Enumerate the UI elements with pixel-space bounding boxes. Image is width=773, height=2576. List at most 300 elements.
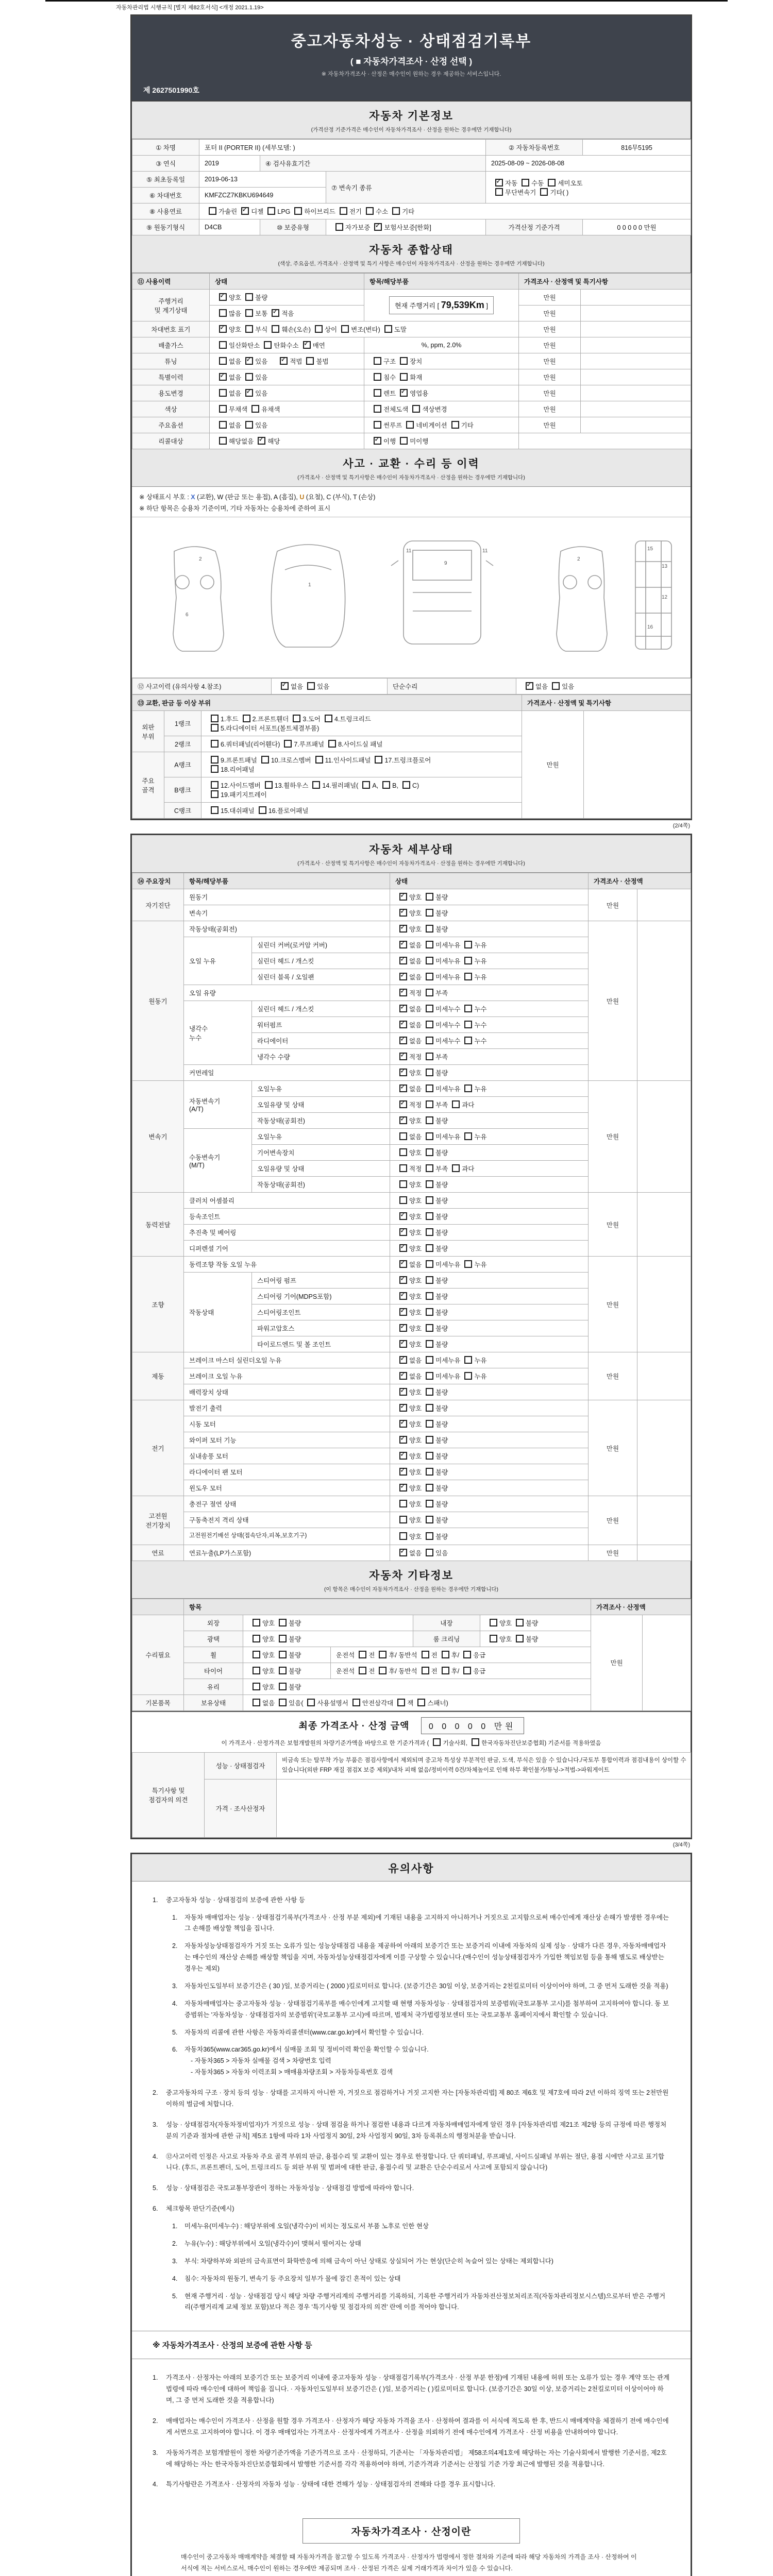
- table-cell: 동력전달: [132, 1193, 184, 1257]
- table-cell: 용도변경: [132, 385, 210, 401]
- checkbox-icon: [464, 1005, 472, 1012]
- checkbox-icon: [464, 1260, 472, 1268]
- final-price-value: 0 0 0 0 0 만원: [421, 1717, 524, 1734]
- checkbox-icon: [264, 341, 272, 349]
- check-option: 자가보증: [331, 224, 370, 231]
- check-option: 스패너: [413, 1700, 446, 1707]
- check-option: 누수: [460, 1006, 486, 1013]
- checkbox-icon: [426, 1100, 433, 1108]
- table-cell: 커먼레일: [184, 1065, 390, 1081]
- check-option: 응급: [459, 1652, 485, 1659]
- checkbox-icon: [374, 405, 381, 413]
- check-option: 1.후드: [207, 716, 239, 723]
- check-option: 후: [438, 1652, 458, 1659]
- detail-state-table: [132, 873, 691, 1561]
- check-option: ✓ 양호: [395, 1309, 422, 1316]
- check-option: 불량: [422, 926, 448, 933]
- table-cell: 실린더 헤드 / 개스킷: [252, 1001, 390, 1017]
- check-option: 잭: [393, 1700, 413, 1707]
- check-option: 불량: [422, 1245, 448, 1252]
- checkbox-icon: [399, 1228, 407, 1236]
- table-cell: 유리: [184, 1679, 243, 1694]
- option-text: (: [301, 1699, 304, 1707]
- check-option: 썬루프: [369, 422, 402, 429]
- table-cell: [390, 1320, 589, 1336]
- checkbox-icon: [219, 405, 227, 413]
- checkbox-icon: [399, 1069, 407, 1076]
- option-text: (: [356, 782, 359, 789]
- checkbox-icon: [399, 909, 407, 917]
- checkbox-icon: [279, 1683, 287, 1690]
- checkbox-icon: [472, 1738, 479, 1746]
- checkbox-icon: [307, 682, 315, 690]
- checkbox-icon: [399, 973, 407, 980]
- data-table: [132, 139, 691, 235]
- table-cell: 광택: [184, 1631, 243, 1647]
- notice-subitem: 3. 자동차인도일부터 보증기간은 ( 30 )일, 보증거리는 ( 2000 )킬로미터로 합니다. (보증기간은 30일 이상, 보증거리는 2천킬로미터 이상이어야 하며, 그 중 먼저 도래한 것을 적용): [172, 1982, 668, 1990]
- table-cell: [637, 1352, 691, 1400]
- diagram-number: 12: [662, 595, 668, 600]
- check-option: 수동: [517, 180, 544, 187]
- check-option: 미세누유: [422, 1357, 460, 1364]
- table-cell: 특기사항 및 점검자의 의견: [132, 1752, 205, 1837]
- check-option: 기술사회,: [429, 1740, 467, 1747]
- check-option: 전체도색: [369, 406, 408, 413]
- table-cell: 튜닝: [132, 353, 210, 369]
- check-option: 불량: [275, 1684, 301, 1691]
- regulation-note: 자동차관리법 시행규칙 [별지 제82호서식] <개정 2021.1.19>: [116, 5, 264, 11]
- check-option: ✓ 양호: [395, 1485, 422, 1492]
- checkbox-icon: [211, 724, 219, 732]
- checkbox-icon: [399, 1340, 407, 1348]
- table-cell: [390, 953, 589, 969]
- table-cell: 등속조인트: [184, 1209, 390, 1225]
- table-cell: 타이로드엔드 및 볼 조인트: [252, 1336, 390, 1352]
- table-cell: 만원: [519, 369, 581, 385]
- table-cell: 만원: [589, 1352, 637, 1400]
- check-option: 전: [355, 1668, 375, 1675]
- checkbox-icon: [399, 1037, 407, 1044]
- check-option: 양호: [395, 1149, 422, 1157]
- check-option: 미세누유: [422, 1373, 460, 1380]
- table-cell: 워터펌프: [252, 1017, 390, 1033]
- table-cell: [390, 1464, 589, 1480]
- checkbox-icon: [219, 373, 227, 381]
- section-notice-header: [132, 1854, 691, 1882]
- diagram-number: 1: [308, 582, 311, 588]
- checkbox-icon: [417, 1699, 425, 1706]
- checkbox-icon: [379, 1667, 386, 1674]
- checkbox-icon: [426, 989, 433, 996]
- check-option: 무채색: [215, 406, 247, 413]
- checkbox-icon: [463, 1667, 471, 1674]
- table-cell: 만원: [522, 711, 584, 819]
- overall-state-table: [132, 273, 691, 449]
- table-cell: 만원: [589, 1257, 637, 1352]
- table-cell: [210, 417, 364, 433]
- checkbox-icon: [219, 293, 227, 301]
- section-note: (가격조사 · 산정액 및 특기사항은 매수인이 자동차가격조사 · 산정을 원하는 경우에만 기재합니다): [297, 474, 525, 481]
- option-text: [한화]: [415, 224, 431, 231]
- table-cell: 만원: [589, 1081, 637, 1193]
- checkbox-icon: [426, 1132, 433, 1140]
- table-cell: 수동변속기 (M/T): [184, 1129, 252, 1193]
- table-cell: [201, 777, 522, 803]
- table-cell: 가격조사 · 산정액: [591, 1599, 691, 1615]
- diagram-number: 11: [406, 548, 412, 554]
- checkbox-icon: [399, 1260, 407, 1268]
- checkbox-icon: [219, 325, 227, 333]
- checkbox-icon: [399, 1436, 407, 1444]
- check-option: ✓ 없음: [395, 1022, 422, 1029]
- table-cell: 배출가스: [132, 337, 210, 353]
- table-cell: 오일 유량: [184, 985, 390, 1001]
- document-header: [132, 16, 691, 101]
- check-option: 불량: [241, 294, 267, 301]
- table-cell: [390, 1545, 589, 1561]
- checkbox-icon: [399, 1372, 407, 1380]
- table-cell: [243, 1647, 331, 1663]
- checkbox-icon: [211, 806, 219, 814]
- checkbox-icon: [279, 1619, 287, 1626]
- checkbox-icon: [245, 373, 253, 381]
- checkbox-icon: [426, 1244, 433, 1252]
- checkbox-icon: [399, 1180, 407, 1188]
- checkbox-icon: [426, 1532, 433, 1540]
- table-cell: [390, 1336, 589, 1352]
- checkbox-icon: [433, 1738, 441, 1746]
- table-cell: 윈도우 모터: [184, 1480, 390, 1496]
- check-option: ✓ 양호: [395, 1293, 422, 1300]
- data-table: [132, 273, 691, 449]
- table-header-row: [132, 695, 691, 711]
- table-cell: 시동 모터: [184, 1416, 390, 1432]
- table-cell: 제동: [132, 1352, 184, 1400]
- diagram-number: 13: [662, 564, 668, 569]
- table-cell: [637, 1081, 691, 1193]
- table-cell: [201, 752, 522, 777]
- section-title: 유의사항: [388, 1862, 434, 1875]
- checkbox-icon: [399, 1452, 407, 1460]
- check-option: 불량: [512, 1620, 538, 1627]
- table-cell: [390, 1129, 589, 1145]
- check-option: 미이행: [396, 438, 428, 445]
- check-option: 안전삼각대: [348, 1700, 393, 1707]
- table-cell: 항목/해당부품: [184, 873, 390, 889]
- check-option: ✓ 양호: [395, 1341, 422, 1348]
- check-option: 불량: [422, 1070, 448, 1077]
- check-option: 변조(변타): [337, 326, 380, 333]
- notice-box: [130, 1853, 692, 2576]
- check-option: 일산화탄소: [215, 342, 260, 349]
- check-option: 6.쿼터패널(리어휀다): [207, 741, 280, 748]
- check-option: ✓ 양호: [395, 1389, 422, 1396]
- notice-subitem: 1. 미세누유(미세누수) : 해당부위에 오일(냉각수)이 비치는 정도로서 부품 노후로 인한 현상: [172, 2223, 429, 2230]
- check-option: 있음: [241, 422, 267, 429]
- table-row: [132, 1496, 691, 1512]
- check-option: 누유: [460, 1086, 486, 1093]
- table-cell: [390, 1017, 589, 1033]
- check-option: 미세누수: [422, 1022, 460, 1029]
- check-option: 양호: [485, 1636, 512, 1643]
- check-option: 불량: [422, 1389, 448, 1396]
- table-cell: 충전구 절연 상태: [184, 1496, 390, 1512]
- checkbox-icon: [253, 1667, 260, 1674]
- check-option: ✓ 양호: [395, 1117, 422, 1125]
- checkbox-icon: [245, 309, 253, 317]
- checkbox-icon: [540, 188, 548, 196]
- table-cell: 만원: [589, 1545, 637, 1561]
- table-cell: 가격조사 · 산정액 및 특기사항: [522, 695, 691, 711]
- table-row: [132, 172, 691, 188]
- table-cell: [243, 1663, 331, 1679]
- check-option: 양호: [248, 1652, 275, 1659]
- check-option: 불량: [422, 1213, 448, 1221]
- option-text: 운전석: [336, 1651, 355, 1659]
- checkbox-icon: [464, 1037, 472, 1044]
- table-cell: 리콜대상: [132, 433, 210, 449]
- price-guarantee-band: ※ 자동차가격조사 · 산정의 보증에 관한 사항 등: [132, 2331, 691, 2359]
- check-option: ✓ 없음: [395, 1038, 422, 1045]
- checkbox-icon: [399, 1516, 407, 1523]
- checkbox-icon: [315, 325, 323, 333]
- check-option: 훼손(오손): [267, 326, 311, 333]
- notice-item: 4. ⑫사고이력 인정은 사고로 자동차 주요 골격 부위의 판금, 용접수리 및 교환이 있는 경우로 한정합니다. 단 쿼터패널, 루프패널, 사이드실패널 부위는 절단, 용접 시에만 사고로 표기합니다. (후드, 프론트펜더, 도어, 트렁크리드 등 외판 부위 및 범퍼에 대한 판금, 용접수리 및 교환은 단순수리로서 사고에 포함되지 않습니다): [153, 2153, 665, 2172]
- table-cell: 냉각수 수량: [252, 1049, 390, 1065]
- checkbox-icon: [426, 1021, 433, 1028]
- accident-history-row: [132, 678, 691, 694]
- table-cell: [390, 1257, 589, 1273]
- table-cell: [581, 337, 691, 353]
- table-cell: 파워고압호스: [252, 1320, 390, 1336]
- check-option: 17.트렁크플로어: [371, 757, 431, 764]
- checkbox-icon: [426, 1005, 433, 1012]
- checkbox-icon: [422, 1667, 429, 1674]
- checkbox-icon: [495, 179, 503, 187]
- checkbox-icon: [400, 373, 408, 381]
- checkbox-icon: [392, 207, 400, 215]
- checkbox-icon: [426, 1436, 433, 1444]
- checkbox-icon: [379, 1651, 386, 1658]
- check-option: ✓ 적음: [267, 310, 294, 317]
- check-option: 침수: [369, 374, 396, 381]
- check-option: 누유: [460, 1261, 486, 1268]
- table-cell: 타이어: [184, 1663, 243, 1679]
- check-option: ✓ 디젤: [237, 208, 263, 215]
- check-option: ✓ 해당: [254, 438, 280, 445]
- checkbox-icon: [426, 957, 433, 964]
- table-cell: [210, 337, 364, 353]
- table-cell: B랭크: [164, 777, 201, 803]
- checkbox-icon: [464, 1021, 472, 1028]
- checkbox-icon: [490, 1619, 497, 1626]
- check-option: LPG: [263, 208, 290, 215]
- checkbox-icon: [426, 1180, 433, 1188]
- check-option: 불량: [422, 1309, 448, 1316]
- checkbox-icon: [399, 1356, 407, 1364]
- check-option: 양호: [485, 1620, 512, 1627]
- checkbox-icon: [442, 1651, 449, 1658]
- check-option: 누유: [460, 1133, 486, 1141]
- table-cell: ⑨ 원동기형식: [132, 219, 199, 235]
- table-cell: KMFZCZ7KBKU694649: [199, 188, 326, 204]
- check-option: 미세누유: [422, 974, 460, 981]
- checkbox-icon: [211, 740, 219, 748]
- table-cell: 만원: [519, 401, 581, 417]
- checkbox-icon: [245, 325, 253, 333]
- table-cell: [364, 290, 519, 321]
- checkbox-icon: [359, 1651, 366, 1658]
- table-cell: [210, 401, 364, 417]
- table-cell: [210, 321, 519, 337]
- section-title: 자동차 종합상태: [369, 244, 453, 256]
- check-option: 없음: [248, 1700, 275, 1707]
- table-cell: 클러치 어셈블리: [184, 1193, 390, 1209]
- page-mark: (2/4쪽): [673, 823, 690, 829]
- checkbox-icon: [516, 1635, 524, 1642]
- check-option: ✓ 양호: [395, 1437, 422, 1444]
- checkbox-icon: [209, 207, 216, 215]
- notice-item: 2. 매매업자는 매수인이 가격조사 · 산정을 원할 경우 가격조사 · 산정자가 해당 자동차 가격을 조사 · 산정하여 결과를 이 서식에 적도록 한 후, 반드시 매매계약을 체결하기 전에 매수인에게 서면으로 고지하여야 합니다. 이 경우 매매업자는 가격조사 · 산정자에게 가격조사 · 산정을 의뢰하기 전에 매수인에게 가격조사 · 산정 비용을 안내하여야 합니다.: [153, 2417, 669, 2436]
- check-option: 불량: [422, 894, 448, 901]
- table-cell: [199, 204, 691, 219]
- checkbox-icon: [399, 941, 407, 948]
- table-cell: 오일누유: [252, 1081, 390, 1097]
- table-cell: 변속기: [184, 905, 390, 921]
- checkbox-icon: [328, 740, 336, 748]
- check-option: 누유: [460, 1373, 486, 1380]
- checkbox-icon: [426, 1516, 433, 1523]
- checkbox-icon: [426, 1468, 433, 1476]
- check-option: 불량: [422, 1437, 448, 1444]
- option-text: 운전석: [336, 1667, 355, 1675]
- table-cell: [364, 353, 519, 369]
- option-text: ): [416, 782, 419, 789]
- table-cell: [210, 369, 364, 385]
- table-cell: [519, 433, 691, 449]
- table-cell: 실린더 블록 / 오일팬: [252, 969, 390, 985]
- check-option: 9.프론트패널: [207, 757, 257, 764]
- check-option: ✓ 양호: [395, 1421, 422, 1428]
- checkbox-icon: [399, 925, 407, 933]
- checkbox-icon: [399, 1276, 407, 1284]
- table-cell: 스티어링 기어(MDPS포함): [252, 1289, 390, 1304]
- check-option: ✓ 매연: [299, 342, 325, 349]
- table-cell: [581, 401, 691, 417]
- form-body: [130, 14, 692, 2576]
- table-cell: ② 자동차등록번호: [486, 140, 583, 156]
- table-cell: 룸 크리닝: [413, 1631, 480, 1647]
- section-accident-header: [132, 449, 691, 487]
- table-cell: 라디에이터 팬 모터: [184, 1464, 390, 1480]
- table-cell: 라디에이터: [252, 1033, 390, 1049]
- table-cell: [643, 1615, 691, 1710]
- check-option: ✓ 없음: [395, 1373, 422, 1380]
- table-cell: 스티어링조인트: [252, 1304, 390, 1320]
- check-option: 11.인사이드패널: [311, 757, 371, 764]
- checkbox-icon: [422, 1651, 429, 1658]
- table-cell: [331, 1663, 591, 1679]
- notice-subitem: 2. 자동차성능상태점검자가 거짓 또는 오류가 있는 성능상태점검 내용을 제공하여 아래의 보증기간 또는 보증거리 이내에 자동차의 실제 성능 · 상태가 다른 경우, 자동차매매업자는 매수인의 재산상 손해를 배상할 책임을 지며, 자동차성능상태점검자에게 이를 구상할 수 있습니다.(매수인이 성능상태점검자가 가입한 책임보험 등을 통해 별도로 배상받는 경우는 제외): [172, 1942, 666, 1973]
- check-option: 해당없음: [215, 438, 254, 445]
- table-cell: [637, 889, 691, 921]
- table-cell: ⑭ 주요장치: [132, 873, 184, 889]
- table-cell: [210, 353, 364, 369]
- check-option: 부족: [422, 1165, 448, 1173]
- table-cell: 와이퍼 모터 기능: [184, 1432, 390, 1448]
- check-option: 화재: [396, 374, 422, 381]
- table-cell: [210, 385, 364, 401]
- checkbox-icon: [253, 1619, 260, 1626]
- check-option: 불량: [422, 1117, 448, 1125]
- check-option: 불량: [275, 1620, 301, 1627]
- table-header-row: [132, 1599, 691, 1615]
- table-row: [132, 369, 691, 385]
- table-cell: 전기: [132, 1400, 184, 1496]
- check-option: 양호: [395, 1181, 422, 1189]
- table-cell: 2025-08-09 ~ 2026-08-08: [486, 156, 691, 172]
- table-header-row: [132, 274, 691, 290]
- checkbox-icon: [265, 781, 273, 789]
- checkbox-icon: [279, 1635, 287, 1642]
- check-option: 기타: [388, 208, 414, 215]
- table-cell: 색상: [132, 401, 210, 417]
- page1-2-box: [130, 14, 692, 820]
- inspector-opinion-table: [132, 1752, 691, 1838]
- table-cell: 만원: [589, 921, 637, 1081]
- table-cell: 비금속 또는 탈부착 가능 부품은 점검사항에서 제외되며 중고차 특성상 부분적인 판금, 도색, 부식은 있을 수 있습니다./국토부 통합이력과 점검내용이 상이할 수 있습니다(외판 FRP 재질 점검X 보증 제외)/내차 피해 없음/정비이력 0건/차체높이로 인해 하부 확인불가/튜닝->적법->파워게이트: [277, 1752, 691, 1779]
- check-option: 후: [438, 1668, 458, 1675]
- table-cell: 만원: [519, 321, 581, 337]
- table-cell: [390, 905, 589, 921]
- check-option: ✓ 양호: [215, 326, 241, 333]
- checkbox-icon: [293, 715, 300, 722]
- table-cell: [390, 1512, 589, 1528]
- table-cell: [390, 1432, 589, 1448]
- table-cell: [390, 1033, 589, 1049]
- checkbox-icon: [352, 1699, 360, 1706]
- check-option: 불량: [422, 910, 448, 917]
- table-cell: 발전기 출력: [184, 1400, 390, 1416]
- table-cell: 오일유량 및 상태: [252, 1097, 390, 1113]
- checkbox-icon: [399, 1244, 407, 1252]
- table-cell: 항목/해당부품: [364, 274, 519, 290]
- checkbox-icon: [426, 1340, 433, 1348]
- table-row: [132, 1779, 691, 1837]
- checkbox-icon: [258, 437, 265, 445]
- check-option: 세미오토: [544, 180, 582, 187]
- check-option: 양호: [395, 1501, 422, 1508]
- check-option: ✓ 양호: [395, 1070, 422, 1077]
- check-option: 14.필러패널: [308, 782, 356, 789]
- table-cell: 1랭크: [164, 711, 201, 736]
- check-option: 19.패키지트레이: [207, 791, 267, 799]
- check-option: ✓ 양호: [395, 910, 422, 917]
- checkbox-icon: [399, 1388, 407, 1396]
- checkbox-icon: [400, 357, 408, 365]
- table-cell: [243, 1679, 591, 1694]
- table-cell: 기본품목: [132, 1694, 184, 1710]
- section-title: 사고 · 교환 · 수리 등 이력: [343, 458, 480, 470]
- checkbox-icon: [412, 405, 420, 413]
- table-cell: 원동기: [184, 889, 390, 905]
- checkbox-icon: [426, 973, 433, 980]
- check-option: ✓ 없음: [395, 1261, 422, 1268]
- state-code-letter: X: [191, 494, 195, 501]
- check-option: ✓ 양호: [395, 1325, 422, 1332]
- check-option: 불량: [275, 1668, 301, 1675]
- table-cell: [581, 306, 691, 321]
